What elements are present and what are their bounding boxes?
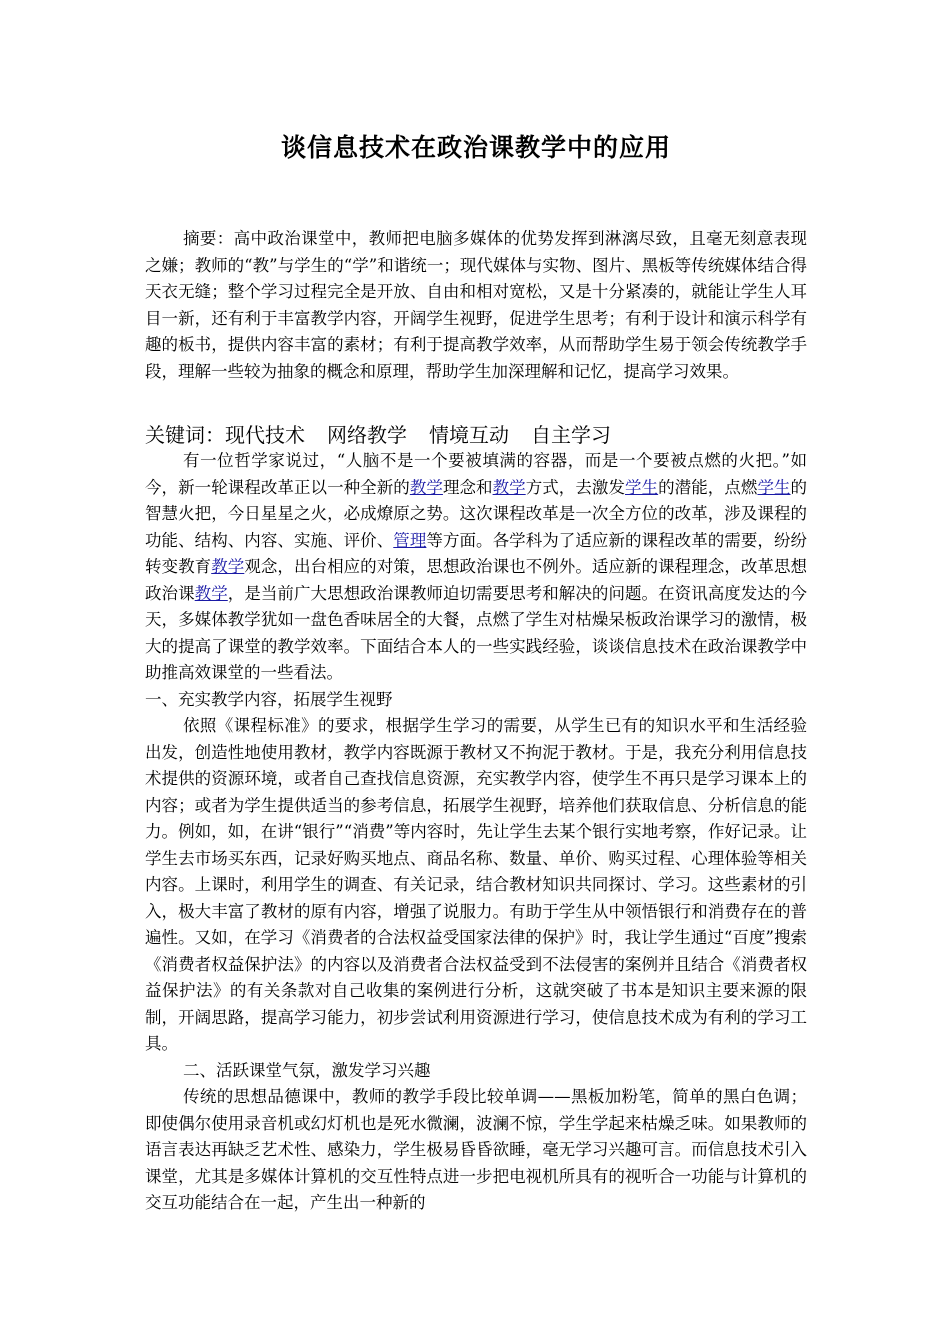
link-student[interactable]: 学生 — [757, 477, 791, 497]
text-run: 有一位哲学家说过，“人脑不是一个要被填满的容器，而是一个要被点燃的火把。”如今，新一轮课程改革正以一种全新的 — [145, 451, 807, 497]
text-run: 观念，出台相应的对策，思想政治课也不例外。适应新的课程理念，改革思想政治课 — [145, 557, 808, 603]
link-student[interactable]: 学生 — [625, 477, 659, 497]
keyword-item: 网络教学 — [327, 423, 407, 447]
link-teaching[interactable]: 教学 — [194, 583, 228, 603]
document-title: 谈信息技术在政治课教学中的应用 — [280, 133, 671, 162]
intro-paragraph — [145, 448, 807, 687]
document-body — [145, 448, 807, 1217]
keyword-item: 情境互动 — [429, 423, 509, 447]
keywords-label: 关键词： — [145, 423, 225, 447]
link-teaching[interactable]: 教学 — [211, 557, 245, 576]
keyword-item: 自主学习 — [531, 423, 611, 447]
text-run: 等方面。各学科为了适应新的课程改革的需要，纷纷转变教育 — [145, 530, 808, 576]
keywords-line — [145, 420, 807, 450]
link-teaching[interactable]: 教学 — [492, 477, 526, 497]
section-heading-1: 一、充实教学内容，拓展学生视野 — [145, 689, 393, 709]
link-teaching[interactable]: 教学 — [409, 477, 443, 497]
text-run: ，是当前广大思想政治课教师迫切需要思考和解决的问题。在资讯高度发达的今天，多媒体教学犹如一盘色香味居全的大餐，点燃了学生对枯燥呆板政治课学习的激情，极大的提高了课堂的教学效率。下面结合本人的一些实践经验，谈谈信息技术在政治课教学中助推高效课堂的一些看法。 — [145, 583, 808, 682]
text-run: 的智慧火把，今日星星之火，必成燎原之势。这次课程改革是一次全方位的改革，涉及课程的功能、结构、内容、实施、评价、 — [145, 477, 808, 550]
text-run: 理念和 — [442, 477, 493, 497]
text-run: 方式，去激发 — [525, 477, 626, 497]
keyword-item: 现代技术 — [225, 423, 305, 447]
section-heading-2: 二、活跃课堂气氛，激发学习兴趣 — [183, 1060, 431, 1080]
section-paragraph-1: 依照《课程标准》的要求，根据学生学习的需要，从学生已有的知识水平和生活经验出发，创造性地使用教材，教学内容既源于教材又不拘泥于教材。于是，我充分利用信息技术提供的资源环境，或者自己查找信息资源，充实教学内容，使学生不再只是学习课本上的内容；或者为学生提供适当的参考信息，拓展学生视野，培养他们获取信息、分析信息的能力。例如，如，在讲“银行”“消费”等内容时，先让学生去某个银行实地考察，作好记录。让学生去市场买东西，记录好购买地点、商品名称、数量、单价、购买过程、心理体验等相关内容。上课时，利用学生的调查、有关记录，结合教材知识共同探讨、学习。这些素材的引入，极大丰富了教材的原有内容，增强了说服力。有助于学生从中领悟银行和消费存在的普遍性。又如，在学习《消费者的合法权益受国家法律的保护》时，我让学生通过“百度”搜索《消费者权益保护法》的内容以及消费者合法权益受到不法侵害的案例并且结合《消费者权益保护法》的有关条款对自己收集的案例进行分析，这就突破了书本是知识主要来源的限制，开阔思路，提高学习能力，初步尝试利用资源进行学习，使信息技术成为有利的学习工具。 — [145, 716, 807, 1053]
link-management[interactable]: 管理 — [393, 530, 427, 550]
text-run: 的潜能，点燃 — [658, 477, 758, 497]
abstract-paragraph: 摘要：高中政治课堂中，教师把电脑多媒体的优势发挥到淋漓尽致，且毫无刻意表现之嫌；教师的“教”与学生的“学”和谐统一；现代媒体与实物、图片、黑板等传统媒体结合得天衣无缝；整个学习过程完全是开放、自由和相对宽松，又是十分紧凑的，就能让学生人耳目一新，还有利于丰富教学内容，开阔学生视野，促进学生思考；有利于设计和演示科学有趣的板书，提供内容丰富的素材；有利于提高教学效率，从而帮助学生易于领会传统教学手段，理解一些较为抽象的概念和原理，帮助学生加深理解和记忆，提高学习效果。 — [145, 229, 807, 381]
section-paragraph-2: 传统的思想品德课中，教师的教学手段比较单调——黑板加粉笔，简单的黑白色调；即使偶尔使用录音机或幻灯机也是死水微澜，波澜不惊，学生学起来枯燥乏味。如果教师的语言表达再缺乏艺术性、感染力，学生极易昏昏欲睡，毫无学习兴趣可言。而信息技术引入课堂，尤其是多媒体计算机的交互性特点进一步把电视机所具有的视听合一功能与计算机的交互功能结合在一起，产生出一种新的 — [145, 1087, 807, 1212]
